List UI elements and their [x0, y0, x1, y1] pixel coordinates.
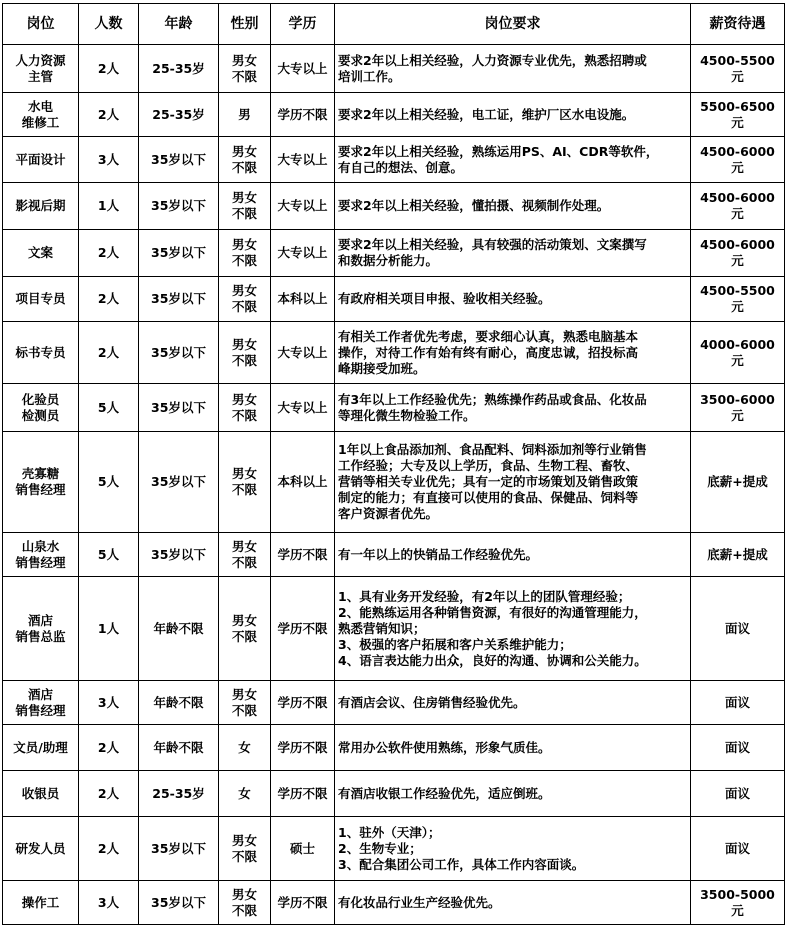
job-position: 影视后期	[3, 183, 79, 230]
job-age: 35岁以下	[139, 881, 219, 925]
job-education: 大专以上	[271, 45, 335, 93]
job-count: 2人	[79, 817, 139, 881]
job-count: 2人	[79, 322, 139, 384]
job-count: 2人	[79, 45, 139, 93]
job-education: 本科以上	[271, 277, 335, 322]
table-row	[3, 881, 785, 925]
job-position: 壳寡糖 销售经理	[3, 432, 79, 533]
job-education: 大专以上	[271, 384, 335, 432]
job-requirement: 1、驻外（天津）； 2、生物专业； 3、配合集团公司工作，具体工作内容面谈。	[335, 817, 691, 881]
job-position: 平面设计	[3, 137, 79, 183]
job-position: 酒店 销售经理	[3, 681, 79, 725]
job-age: 35岁以下	[139, 277, 219, 322]
job-requirement: 有一年以上的快销品工作经验优先。	[335, 533, 691, 577]
job-education: 学历不限	[271, 533, 335, 577]
job-gender: 男女 不限	[219, 384, 271, 432]
job-count: 2人	[79, 771, 139, 817]
job-position: 山泉水 销售经理	[3, 533, 79, 577]
job-education: 学历不限	[271, 881, 335, 925]
job-gender: 男女 不限	[219, 137, 271, 183]
job-salary: 4000-6000元	[691, 322, 785, 384]
job-requirement: 常用办公软件使用熟练，形象气质佳。	[335, 725, 691, 771]
job-count: 5人	[79, 432, 139, 533]
job-requirement: 要求2年以上相关经验，人力资源专业优先，熟悉招聘或 培训工作。	[335, 45, 691, 93]
table-row	[3, 725, 785, 771]
job-salary: 面议	[691, 577, 785, 681]
job-count: 1人	[79, 183, 139, 230]
job-age: 35岁以下	[139, 322, 219, 384]
job-age: 年龄不限	[139, 725, 219, 771]
job-gender: 男女 不限	[219, 183, 271, 230]
job-table	[2, 3, 785, 925]
job-position: 水电 维修工	[3, 93, 79, 137]
job-gender: 男女 不限	[219, 277, 271, 322]
table-row	[3, 384, 785, 432]
job-gender: 男女 不限	[219, 681, 271, 725]
job-gender: 男女 不限	[219, 432, 271, 533]
job-requirement: 要求2年以上相关经验，具有较强的活动策划、文案撰写 和数据分析能力。	[335, 230, 691, 277]
job-age: 35岁以下	[139, 230, 219, 277]
job-position: 文员/助理	[3, 725, 79, 771]
header-requirement: 岗位要求	[335, 4, 691, 45]
job-age: 年龄不限	[139, 681, 219, 725]
table-row	[3, 183, 785, 230]
job-salary: 面议	[691, 681, 785, 725]
header-age: 年龄	[139, 4, 219, 45]
job-salary: 4500-6000元	[691, 137, 785, 183]
table-row	[3, 681, 785, 725]
job-count: 3人	[79, 681, 139, 725]
job-position: 操作工	[3, 881, 79, 925]
job-age: 35岁以下	[139, 183, 219, 230]
job-gender: 男女 不限	[219, 817, 271, 881]
job-salary: 面议	[691, 817, 785, 881]
table-row	[3, 45, 785, 93]
job-gender: 男女 不限	[219, 881, 271, 925]
table-row	[3, 322, 785, 384]
job-requirement: 有政府相关项目申报、验收相关经验。	[335, 277, 691, 322]
job-education: 学历不限	[271, 681, 335, 725]
header-salary: 薪资待遇	[691, 4, 785, 45]
job-requirement: 有酒店收银工作经验优先，适应倒班。	[335, 771, 691, 817]
job-age: 25-35岁	[139, 771, 219, 817]
job-age: 35岁以下	[139, 384, 219, 432]
job-salary: 底薪+提成	[691, 533, 785, 577]
table-row	[3, 432, 785, 533]
job-count: 1人	[79, 577, 139, 681]
job-education: 学历不限	[271, 771, 335, 817]
job-age: 35岁以下	[139, 432, 219, 533]
job-salary: 4500-6000元	[691, 230, 785, 277]
job-salary: 5500-6500元	[691, 93, 785, 137]
job-education: 学历不限	[271, 725, 335, 771]
job-gender: 男女 不限	[219, 322, 271, 384]
job-salary: 3500-5000元	[691, 881, 785, 925]
job-requirement: 1年以上食品添加剂、食品配料、饲料添加剂等行业销售 工作经验；大专及以上学历，食品、生物工程、畜牧、 营销等相关专业优先；具有一定的市场策划及销售政策 制定的能力；有直接可以使用的食品、保健品、饲料等 客户资源者优先。	[335, 432, 691, 533]
job-education: 大专以上	[271, 322, 335, 384]
table-row	[3, 533, 785, 577]
job-count: 2人	[79, 93, 139, 137]
job-count: 2人	[79, 725, 139, 771]
job-education: 大专以上	[271, 183, 335, 230]
job-position: 酒店 销售总监	[3, 577, 79, 681]
table-row	[3, 230, 785, 277]
job-count: 2人	[79, 230, 139, 277]
job-requirement: 要求2年以上相关经验，电工证，维护厂区水电设施。	[335, 93, 691, 137]
job-education: 本科以上	[271, 432, 335, 533]
job-count: 5人	[79, 533, 139, 577]
job-gender: 男女 不限	[219, 533, 271, 577]
job-position: 研发人员	[3, 817, 79, 881]
table-row	[3, 93, 785, 137]
job-education: 硕士	[271, 817, 335, 881]
job-requirement: 有相关工作者优先考虑，要求细心认真，熟悉电脑基本 操作，对待工作有始有终有耐心，高度忠诚，招投标高 峰期接受加班。	[335, 322, 691, 384]
job-requirement: 1、具有业务开发经验，有2年以上的团队管理经验； 2、能熟练运用各种销售资源，有很好的沟通管理能力， 熟悉营销知识； 3、极强的客户拓展和客户关系维护能力； 4、语言表达能力出众，良好的沟通、协调和公关能力。	[335, 577, 691, 681]
header-gender: 性别	[219, 4, 271, 45]
header-row	[3, 4, 785, 45]
job-age: 年龄不限	[139, 577, 219, 681]
job-position: 收银员	[3, 771, 79, 817]
job-education: 大专以上	[271, 137, 335, 183]
job-requirement: 有3年以上工作经验优先；熟练操作药品或食品、化妆品 等理化微生物检验工作。	[335, 384, 691, 432]
job-position: 化验员 检测员	[3, 384, 79, 432]
job-salary: 3500-6000元	[691, 384, 785, 432]
table-row	[3, 137, 785, 183]
job-age: 25-35岁	[139, 93, 219, 137]
job-position: 人力资源 主管	[3, 45, 79, 93]
table-row	[3, 277, 785, 322]
job-requirement: 要求2年以上相关经验，懂拍摄、视频制作处理。	[335, 183, 691, 230]
header-count: 人数	[79, 4, 139, 45]
job-salary: 面议	[691, 725, 785, 771]
job-requirement: 有化妆品行业生产经验优先。	[335, 881, 691, 925]
job-age: 25-35岁	[139, 45, 219, 93]
job-salary: 面议	[691, 771, 785, 817]
job-age: 35岁以下	[139, 137, 219, 183]
job-gender: 男女 不限	[219, 230, 271, 277]
table-row	[3, 577, 785, 681]
header-education: 学历	[271, 4, 335, 45]
job-count: 5人	[79, 384, 139, 432]
job-gender: 女	[219, 771, 271, 817]
header-position: 岗位	[3, 4, 79, 45]
job-requirement: 有酒店会议、住房销售经验优先。	[335, 681, 691, 725]
job-age: 35岁以下	[139, 533, 219, 577]
job-count: 2人	[79, 277, 139, 322]
job-age: 35岁以下	[139, 817, 219, 881]
job-count: 3人	[79, 137, 139, 183]
job-gender: 女	[219, 725, 271, 771]
job-salary: 4500-5500元	[691, 45, 785, 93]
job-count: 3人	[79, 881, 139, 925]
job-education: 大专以上	[271, 230, 335, 277]
job-requirement: 要求2年以上相关经验，熟练运用PS、AI、CDR等软件， 有自己的想法、创意。	[335, 137, 691, 183]
job-salary: 底薪+提成	[691, 432, 785, 533]
job-gender: 男	[219, 93, 271, 137]
job-education: 学历不限	[271, 577, 335, 681]
job-salary: 4500-5500元	[691, 277, 785, 322]
job-position: 文案	[3, 230, 79, 277]
job-education: 学历不限	[271, 93, 335, 137]
table-row	[3, 817, 785, 881]
job-salary: 4500-6000元	[691, 183, 785, 230]
job-position: 标书专员	[3, 322, 79, 384]
job-gender: 男女 不限	[219, 577, 271, 681]
job-gender: 男女 不限	[219, 45, 271, 93]
job-position: 项目专员	[3, 277, 79, 322]
table-row	[3, 771, 785, 817]
